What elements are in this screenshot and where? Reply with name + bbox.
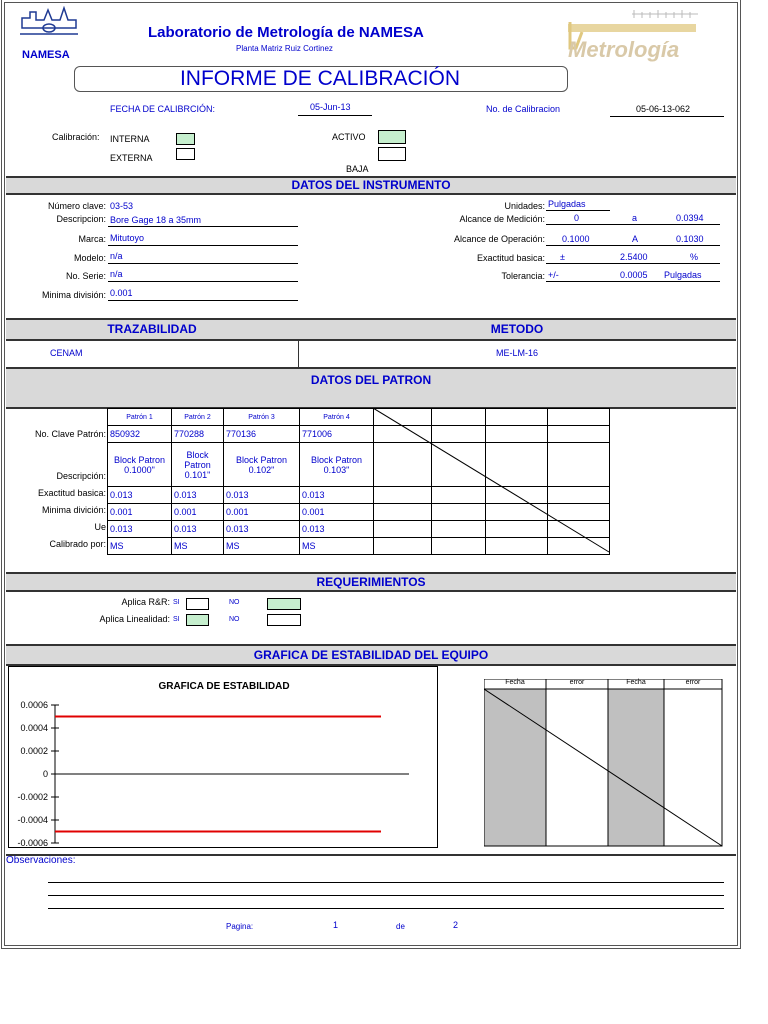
patron-label-minima: Minima divición: <box>41 505 106 515</box>
linealidad-label: Aplica Linealidad: <box>99 614 170 624</box>
baja-label: BAJA <box>346 164 369 174</box>
rr-si-label: SI <box>173 599 180 606</box>
alcance-med-a: a <box>632 213 638 223</box>
patron-label-clave: No. Clave Patrón: <box>34 429 106 439</box>
calibracion-label: Calibración: <box>52 132 100 142</box>
namesa-logo <box>18 6 82 42</box>
patron-desc-1: Block Patron 0.1000" <box>108 443 172 487</box>
alcance-med-min: 0 <box>574 213 580 223</box>
patron-clave-4: 771006 <box>300 426 374 443</box>
rr-no-checkbox[interactable] <box>267 598 301 610</box>
pagina-total: 2 <box>453 920 459 930</box>
observaciones-label: Observaciones: <box>6 855 76 866</box>
patron-calibrado-2: MS <box>172 538 224 555</box>
y-tick-label: 0.0002 <box>20 746 48 756</box>
exactitud-label: Exactitud basica: <box>476 253 545 263</box>
externa-checkbox[interactable] <box>176 148 195 160</box>
y-tick-label: -0.0004 <box>17 815 48 825</box>
obs-line-2 <box>48 895 724 896</box>
rr-si-checkbox[interactable] <box>186 598 209 610</box>
obs-line-3 <box>48 908 724 909</box>
patron-exactitud-1: 0.013 <box>108 487 172 504</box>
patron-desc-2: Block Patron 0.101" <box>172 443 224 487</box>
interna-label: INTERNA <box>110 134 150 144</box>
patron-label-calibrado: Calibrado por: <box>49 539 106 549</box>
unidades-label: Unidades: <box>504 201 545 211</box>
unidades-value: Pulgadas <box>548 199 586 209</box>
patron-header-4: Patrón 4 <box>300 409 374 426</box>
chart-title: GRAFICA DE ESTABILIDAD <box>158 681 290 692</box>
patron-exactitud-4: 0.013 <box>300 487 374 504</box>
minima-underline <box>108 300 298 301</box>
lin-no-checkbox[interactable] <box>267 614 301 626</box>
metodo-value: ME-LM-16 <box>496 348 539 358</box>
fecha-value: 05-Jun-13 <box>310 102 351 112</box>
company-name: NAMESA <box>22 49 70 61</box>
activo-checkbox[interactable] <box>378 130 406 144</box>
pagina-label: Pagina: <box>226 922 254 931</box>
trazabilidad-divider <box>298 339 299 367</box>
patron-calibrado-1: MS <box>108 538 172 555</box>
lin-si-checkbox[interactable] <box>186 614 209 626</box>
patron-desc-3: Block Patron 0.102" <box>224 443 300 487</box>
patron-header-2: Patrón 2 <box>172 409 224 426</box>
alcance-op-min: 0.1000 <box>562 234 590 244</box>
stab-header-error-2: error <box>685 679 701 686</box>
tolerancia-label: Tolerancia: <box>501 271 545 281</box>
fecha-underline <box>298 115 372 116</box>
marca-label: Marca: <box>78 234 106 244</box>
alcance-op-max: 0.1030 <box>676 234 704 244</box>
patron-ue-1: 0.013 <box>108 521 172 538</box>
marca-value: Mitutoyo <box>110 233 145 243</box>
metodo-header: METODO <box>298 318 736 341</box>
serie-label: No. Serie: <box>65 271 106 281</box>
trazabilidad-header: TRAZABILIDAD <box>6 318 299 341</box>
activo-label: ACTIVO <box>332 132 366 142</box>
exactitud-underline <box>546 263 720 264</box>
patron-exactitud-2: 0.013 <box>172 487 224 504</box>
stab-header-fecha-2: Fecha <box>626 679 646 686</box>
tolerancia-sign: +/- <box>548 270 559 280</box>
section-grafica: GRAFICA DE ESTABILIDAD DEL EQUIPO <box>6 644 736 666</box>
alcance-op-label: Alcance de Operación: <box>453 234 545 244</box>
lab-subtitle: Planta Matriz Ruiz Cortinez <box>236 44 333 53</box>
patron-clave-1: 850932 <box>108 426 172 443</box>
exactitud-sign: ± <box>560 252 565 262</box>
exactitud-unit: % <box>690 252 699 262</box>
patron-desc-4: Block Patron 0.103" <box>300 443 374 487</box>
minima-label: Minima división: <box>41 290 106 300</box>
exactitud-value: 2.5400 <box>620 252 648 262</box>
metrologia-logo-text: Metrología <box>568 37 680 62</box>
stab-header-error-1: error <box>569 679 585 686</box>
report-title: INFORME DE CALIBRACIÓN <box>179 67 461 90</box>
unidades-underline <box>546 210 610 211</box>
y-tick-label: -0.0002 <box>17 792 48 802</box>
patron-minima-4: 0.001 <box>300 504 374 521</box>
alcance-med-underline <box>546 224 720 225</box>
patron-minima-1: 0.001 <box>108 504 172 521</box>
fecha-label: FECHA DE CALIBRCIÓN: <box>110 104 216 114</box>
no-cal-label: No. de Calibracion <box>486 104 561 114</box>
patron-label-ue: Ue <box>94 522 106 532</box>
alcance-med-label: Alcance de Medición: <box>459 214 545 224</box>
patron-label-descripcion: Descripción: <box>56 471 106 481</box>
patron-minima-3: 0.001 <box>224 504 300 521</box>
patron-header-1: Patrón 1 <box>108 409 172 426</box>
numero-clave-label: Número clave: <box>47 201 106 211</box>
stability-chart <box>8 666 438 848</box>
y-tick-label: -0.0006 <box>17 838 48 847</box>
y-tick-label: 0.0004 <box>20 723 48 733</box>
patron-ue-3: 0.013 <box>224 521 300 538</box>
patron-calibrado-3: MS <box>224 538 300 555</box>
no-cal-underline <box>610 116 724 117</box>
y-tick-label: 0 <box>42 769 48 779</box>
section-patron: DATOS DEL PATRON <box>6 367 736 409</box>
numero-clave-value: 03-53 <box>110 201 134 211</box>
patron-minima-2: 0.001 <box>172 504 224 521</box>
observaciones-divider <box>6 854 736 856</box>
section-requerimientos: REQUERIMIENTOS <box>6 572 736 592</box>
baja-checkbox[interactable] <box>378 147 406 161</box>
lin-si-label: SI <box>173 616 180 623</box>
trazabilidad-value: CENAM <box>50 348 83 358</box>
serie-value: n/a <box>110 269 123 279</box>
alcance-med-max: 0.0394 <box>676 213 704 223</box>
patron-header-3: Patrón 3 <box>224 409 300 426</box>
pagina-de: de <box>396 922 405 931</box>
tolerancia-unit: Pulgadas <box>664 270 702 280</box>
patron-ue-4: 0.013 <box>300 521 374 538</box>
lab-title: Laboratorio de Metrología de NAMESA <box>148 24 424 41</box>
rr-label: Aplica R&R: <box>121 597 170 607</box>
y-tick-label: 0.0006 <box>20 700 48 710</box>
serie-underline <box>108 281 298 282</box>
minima-value: 0.001 <box>110 288 133 298</box>
interna-checkbox[interactable] <box>176 133 195 145</box>
patron-clave-3: 770136 <box>224 426 300 443</box>
lin-no-label: NO <box>229 616 240 623</box>
patron-exactitud-3: 0.013 <box>224 487 300 504</box>
rr-no-label: NO <box>229 599 240 606</box>
descripcion-label: Descripcion: <box>56 214 106 224</box>
no-cal-value: 05-06-13-062 <box>636 104 691 114</box>
modelo-underline <box>108 263 298 264</box>
externa-label: EXTERNA <box>110 153 153 163</box>
tolerancia-underline <box>546 281 720 282</box>
marca-underline <box>108 245 298 246</box>
patron-ue-2: 0.013 <box>172 521 224 538</box>
descripcion-underline <box>108 226 298 227</box>
patron-empty-diagonal <box>373 408 611 554</box>
section-instrumento: DATOS DEL INSTRUMENTO <box>6 176 736 195</box>
modelo-value: n/a <box>110 251 123 261</box>
pagina-number: 1 <box>333 920 339 930</box>
stab-header-fecha-1: Fecha <box>505 679 525 686</box>
obs-line-1 <box>48 882 724 883</box>
patron-calibrado-4: MS <box>300 538 374 555</box>
chart-plot <box>9 667 437 847</box>
stability-table <box>484 679 724 847</box>
alcance-op-a: A <box>632 234 639 244</box>
patron-clave-2: 770288 <box>172 426 224 443</box>
patron-label-exactitud: Exactitud basica: <box>37 488 106 498</box>
tolerancia-value: 0.0005 <box>620 270 648 280</box>
alcance-op-underline <box>546 245 720 246</box>
descripcion-value: Bore Gage 18 a 35mm <box>110 215 202 225</box>
modelo-label: Modelo: <box>73 253 106 263</box>
